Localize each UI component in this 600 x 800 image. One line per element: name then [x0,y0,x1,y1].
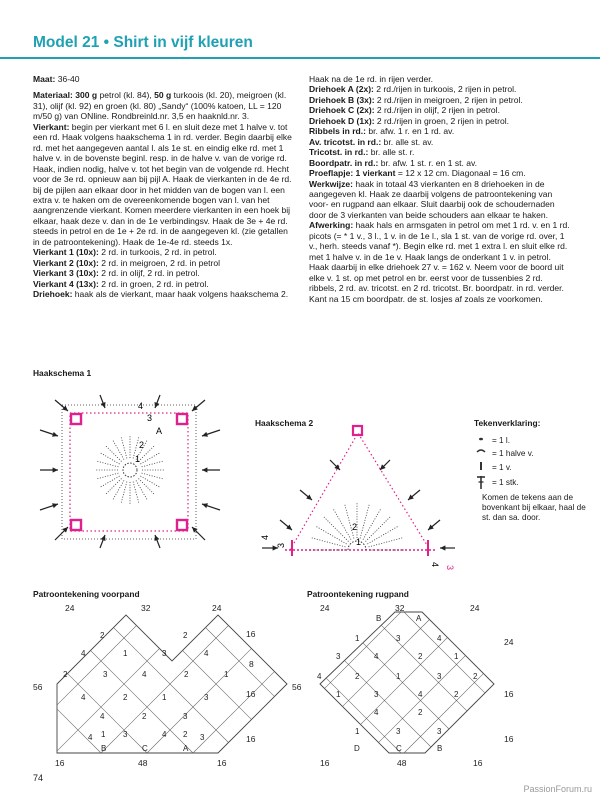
arrow-head [202,467,207,472]
voorpand-square-number: 3 [204,693,209,702]
rugpand-square-number: 2 [454,690,459,699]
paragraph-text: Haak na de 1e rd. in rijen verder. [309,74,434,84]
rp-bottom-mid: 48 [397,758,407,768]
stitch-ray [133,482,139,503]
voorpand-square-number: 2 [183,631,188,640]
rugpand-square-number: 3 [336,652,341,661]
paragraph-label: Boordpatr. in rd.: [309,157,379,168]
rugpand-square-number: 3 [437,727,442,736]
corner-stitch-group [177,520,187,530]
haakschema1-diagram [40,395,220,548]
rugpand-square-number: 4 [374,708,379,717]
rugpand-square-number: 4 [374,652,379,661]
grid-line [548,612,600,753]
voorpand-square-number: 2 [183,730,188,739]
center-ring [123,463,137,477]
legend-item-chain: = 1 l. [492,436,510,445]
paragraph-text: 2 rd. in olijf, 2 rd. in petrol. [98,268,200,279]
watermark: PassionForum.ru [523,784,592,794]
voorpand-square-number: 4 [162,730,167,739]
paragraph-text: br. afw. 1 st. r. en 1 st. av. [378,157,477,168]
grid-line [515,615,600,753]
paragraph-text: 2 rd./rijen in meigroen, 2 rijen in petrol. [374,94,523,105]
hs1-label-4: 4 [138,401,144,411]
voorpand-square-numbers [63,631,229,753]
grid-line [512,612,600,753]
grid-line [285,615,423,753]
vp-bottom-right: 16 [217,758,227,768]
voorpand-square-number: 1 [123,649,128,658]
paragraph-text: br. alle st. r. [368,147,415,158]
paragraph-text: haak hals en armsgaten in petrol om met 1 rd. v. en 1 rd. picots (= * 1 v., 3 l., 1 v. in de 1e l., sla 1 st. van de vorige rd. over, 1 v., herh. steeds vanaf *). Begin elke rd. met 1 extra l. en sluit elke rd. met 1 halve v. in de 1e v. Haak langs de onderkant 1 v. in petrol. Haak daarbij in elke driehoek 27 v. = 162 v. Neem voor de boord uit elke v. 1 st. op met petrol en br. eerst voor de tussenbies 2 rd. ribbels, 2 rd. av. tricotst. en 2 rd. tricotst. Br. boordpatr. in rd. verder. Kant na 15 cm boordpatr. de st. losjes af zoals ze voorkomen. [309,220,570,304]
stitch-ray [121,482,127,503]
voorpand-square-number: 2 [63,670,68,679]
legend-symbols [477,438,485,489]
vp-bottom-mid: 48 [138,758,148,768]
rp-bottom-right: 16 [473,758,483,768]
paragraph-label: Tricotst. in rd.: [309,147,369,158]
paragraph-text: br. alle st. av. [381,136,434,147]
voorpand-square-number: 2 [184,670,189,679]
corner-stitch-group [177,414,187,424]
stitch-ray [121,437,127,458]
vp-top-right: 24 [212,603,222,613]
paragraph-text: haak als de vierkant, maar haak volgens haakschema 2. [72,289,289,300]
rp-top-left: 24 [320,603,330,613]
paragraph-text: 2 rd. in groen, 2 rd. in petrol. [98,278,209,289]
grid-line [548,612,600,753]
voorpand-square-number: 4 [142,670,147,679]
voorpand-square-number: 3 [162,649,167,658]
paragraph-text: 2 rd. in meigroen, 2 rd. in petrol [98,257,221,268]
rugpand-outline [320,612,494,753]
paragraph-text: petrol (kl. 84), [97,90,155,101]
rugpand-square-number: 3 [396,634,401,643]
vp-right-4: 16 [246,734,256,744]
stitch-ray [367,526,398,544]
rugpand-square-number: 3 [374,690,379,699]
stitch-ray [113,441,124,460]
vp-top-mid: 32 [141,603,151,613]
paragraph-text: = 12 x 12 cm. Diagonaal = 16 cm. [395,168,526,179]
grid-line [8,612,149,753]
vp-top-left: 24 [65,603,75,613]
legend-item-single-crochet: = 1 v. [492,463,512,472]
grid-line [0,612,113,753]
rugpand-triangle-letter: D [354,744,360,753]
paragraph-label: Vierkant 3 (10x): [33,268,99,279]
rugpand-square-number: 2 [418,708,423,717]
rugpand-square-number: 4 [317,672,322,681]
hs2-label-3: 3 [276,542,286,548]
stitch-ray [360,504,369,539]
paragraph-text: 2 rd./rijen in groen, 2 rijen in petrol. [374,115,509,126]
grid-line [440,612,581,753]
stitch-ray [363,508,381,539]
voorpand-square-number: 4 [81,693,86,702]
voorpand-square-number: 4 [81,649,86,658]
voorpand-triangle-letter: B [101,744,107,753]
voorpand-square-number: 1 [162,693,167,702]
rugpand-square-number: 4 [418,690,423,699]
paragraph-label: Driehoek D (1x): [309,115,375,126]
rugpand-square-number: 1 [396,672,401,681]
stitch-ray [97,473,118,479]
grid-line [0,615,55,753]
voorpand-triangle-letter: C [142,744,148,753]
grid-line [512,612,600,753]
grid-line [188,612,329,753]
rugpand-dimensions [292,603,514,768]
vp-right-1: 16 [246,629,256,639]
stitch-ray [323,516,348,541]
grid-line [561,615,600,753]
voorpand-square-number: 1 [101,730,106,739]
rugpand-triangle-letter: A [416,614,422,623]
grid-line [423,615,561,753]
paragraph-label: Av. tricotst. in rd.: [309,136,382,147]
stitch-ray [142,473,163,479]
grid-line [476,612,600,753]
paragraph-label: Afwerking: [309,220,354,231]
grid-line [0,615,101,753]
voorpand-square-number: 2 [100,631,105,640]
stitch-ray [311,538,346,547]
paragraph-label: Ribbels in rd.: [309,126,366,137]
grid-line [188,612,329,753]
paragraph-text: br. afw. 1 r. en 1 rd. av. [365,126,455,137]
motif-outline [70,413,188,531]
legend-note: Komen de tekens aan de bovenkant bij elkaar, haal de st. dan sa. door. [482,493,586,522]
paragraph-text: 2 rd./rijen in turkoois, 2 rijen in petrol. [373,84,517,95]
paragraph-text: 2 rd./rijen in olijf, 2 rijen in petrol. [374,105,500,116]
stitch-ray [106,478,122,494]
arrow-head [52,503,58,508]
slip-stitch-symbol [477,450,485,452]
grid-line [469,615,600,753]
rugpand-square-number: 1 [336,690,341,699]
corner-stitch-group [71,520,81,530]
apex-stitch-group [353,426,362,435]
hs1-label-3: 3 [147,413,153,423]
paragraph-text: 2 rd. in turkoois, 2 rd. in petrol. [98,247,217,258]
paragraph-label: Vierkant 4 (13x): [33,278,99,289]
stitch-ray [113,480,124,499]
paragraph-label: Driehoek B (3x): [309,94,375,105]
hs2-label-3-right: 3 [445,565,455,571]
rp-right-1: 24 [504,637,514,647]
voorpand-square-number: 3 [103,670,108,679]
voorpand-title: Patroontekening voorpand [33,589,140,599]
grid-line [423,615,561,753]
rp-right-3: 16 [504,734,514,744]
rp-top-mid: 32 [395,603,405,613]
rugpand-square-number: 1 [454,652,459,661]
paragraph-text: 36-40 [55,74,80,84]
arrow-head [202,503,208,508]
voorpand-triangle-letter: A [183,744,189,753]
voorpand-square-number: 4 [100,712,105,721]
grid-line [584,612,600,753]
paragraph-text: begin per vierkant met 6 l. en sluit deze met 1 halve v. tot een rd. Haak volgens haakschema 1 in rd. verder. Begin daarbij elke rd. met het aangegeven aantal l. als 1e st. en eindig elke rd. met 1 halve v. in de bovenste beginl. resp. in de halve v. van de vorige rd. Haak, indien nodig, halve v. tot het begin van de volgende rd. Hecht voor de 3e rd. opnieuw aan bij pijl A. Haak de vierkanten in de 4e rd. bij de pijlen aan elkaar door in het midden van de bogen van l. een extra v. te haken om de overeenkomende bogen van l. van het aangrenzende vierkant. Komen meerdere vierkanten in een hoek bij elkaar, haak deze v. dan in de 1e verbindingsv. Haak de 3e + 4e rd. steeds in petrol en de 1e + 2e rd. in de aangegeven kl. (zie getallen in de patroontekening). Haak de 1e-4e rd. steeds 1x. [33,121,292,247]
stitch-ray [315,526,346,544]
grid-line [285,615,423,753]
grid-line [515,615,600,753]
legend-item-slip-stitch: = 1 halve v. [492,449,534,458]
grid-line [584,612,600,753]
hs2-label-4: 4 [260,534,270,540]
stitch-ray [369,538,404,547]
rp-top-right: 24 [470,603,480,613]
paragraph-label: Proeflapje: 1 vierkant [309,168,396,179]
stitch-ray [333,508,351,539]
grid-line [0,615,55,753]
voorpand-square-number: 3 [123,730,128,739]
grid-line [469,615,600,753]
haakschema2-title: Haakschema 2 [255,418,314,428]
paragraph-label: Vierkant 2 (10x): [33,257,99,268]
voorpand-square-number: 2 [123,693,128,702]
grid-line [0,615,9,753]
grid-line [8,612,149,753]
voorpand-square-number: 4 [88,733,93,742]
stitch-ray [97,461,118,467]
grid-line [440,612,581,753]
voorpand-square-number: 1 [224,670,229,679]
arrow-head [52,432,58,437]
arrow-head [202,432,208,437]
grid-line [152,612,293,753]
paragraph-label: Maat: [33,74,56,84]
stitch-ray [140,453,159,464]
grid-line [0,615,101,753]
paragraph-label: Vierkant: [33,121,70,132]
rp-left: 56 [292,682,302,692]
vp-right-3: 16 [246,689,256,699]
stitch-ray [365,516,390,541]
hs1-label-2: 2 [139,440,145,450]
stitch-ray [138,478,154,494]
arrow-head [53,467,58,472]
paragraph-text: haak in totaal 43 vierkanten en 8 driehoeken in de aangegeven kl. Haak ze daarbij volgens de patroontekening van voor- en rugpand aan elkaar. Sluit daarbij ook de schoudernaden door de 3 vierkanten van beide schouders aan elkaar te haken. [309,178,555,220]
paragraph-label: Materiaal: 300 g [33,90,98,101]
paragraph-label: Driehoek C (2x): [309,105,375,116]
rp-right-2: 16 [504,689,514,699]
vp-bottom-left: 16 [55,758,65,768]
paragraph-label: Vierkant 1 (10x): [33,247,99,258]
rugpand-square-numbers [317,614,478,753]
voorpand-square-number: 2 [142,712,147,721]
rugpand-square-number: 2 [418,652,423,661]
stitch-ray [101,476,120,487]
hs2-label-1: 1 [356,537,362,547]
rugpand-title: Patroontekening rugpand [307,589,409,599]
legend-item-double-crochet: = 1 stk. [492,478,519,487]
triangle-outline [290,433,430,550]
voorpand-square-number: 3 [183,712,188,721]
grid-line [0,612,5,753]
arrow-head [440,545,445,550]
paragraph-label: 50 g [154,90,172,101]
stitch-ray [140,476,159,487]
rugpand-triangle-letter: B [437,744,443,753]
rugpand-square-number: 3 [437,672,442,681]
rugpand-square-number: 2 [473,672,478,681]
rugpand-square-number: 4 [437,634,442,643]
rugpand-triangle-letter: C [396,744,402,753]
grid-line [0,615,9,753]
hs1-label-1: 1 [135,454,141,464]
corner-stitch-group [71,414,81,424]
voorpand-square-number: 3 [200,733,205,742]
grid-line [561,615,600,753]
chain-symbol [479,438,483,441]
paragraph-label: Werkwijze: [309,178,354,189]
stitch-ray [106,446,122,462]
paragraph-text: turkoois (kl. 20), meigroen (kl. 31), olijf (kl. 92) en groen (kl. 80) „Sandy“ (100% katoen, LL = 120 m/50 g) van ONline. Rondbreinld.nr. 3,5 en haaknld.nr. 3. [33,90,287,122]
rugpand-triangle-letter: B [376,614,382,623]
rp-bottom-left: 16 [320,758,330,768]
haakschema1-title: Haakschema 1 [33,368,92,378]
stitch-ray [142,461,163,467]
stitch-ray [101,453,120,464]
grid-line [152,612,293,753]
vp-right-2: 8 [249,659,254,669]
paragraph-label: Driehoek: [33,289,73,300]
hs1-label-A: A [156,426,163,436]
rugpand-square-number: 1 [355,634,360,643]
hs2-label-4-right: 4 [430,562,440,568]
rugpand-square-number: 3 [396,727,401,736]
page-title: Model 21 • Shirt in vijf kleuren [33,34,253,51]
grid-line [332,612,473,753]
stitch-ray [136,480,147,499]
legend-title: Tekenverklaring: [474,418,541,428]
grid-line [0,612,113,753]
rugpand-square-number: 1 [355,727,360,736]
voorpand-square-number: 4 [204,649,209,658]
page-number: 74 [33,773,44,783]
rugpand-square-number: 2 [355,672,360,681]
grid-line [476,612,600,753]
vp-left: 56 [33,682,43,692]
grid-line [0,612,5,753]
hs2-label-2: 2 [352,522,358,532]
paragraph-label: Driehoek A (2x): [309,84,374,95]
